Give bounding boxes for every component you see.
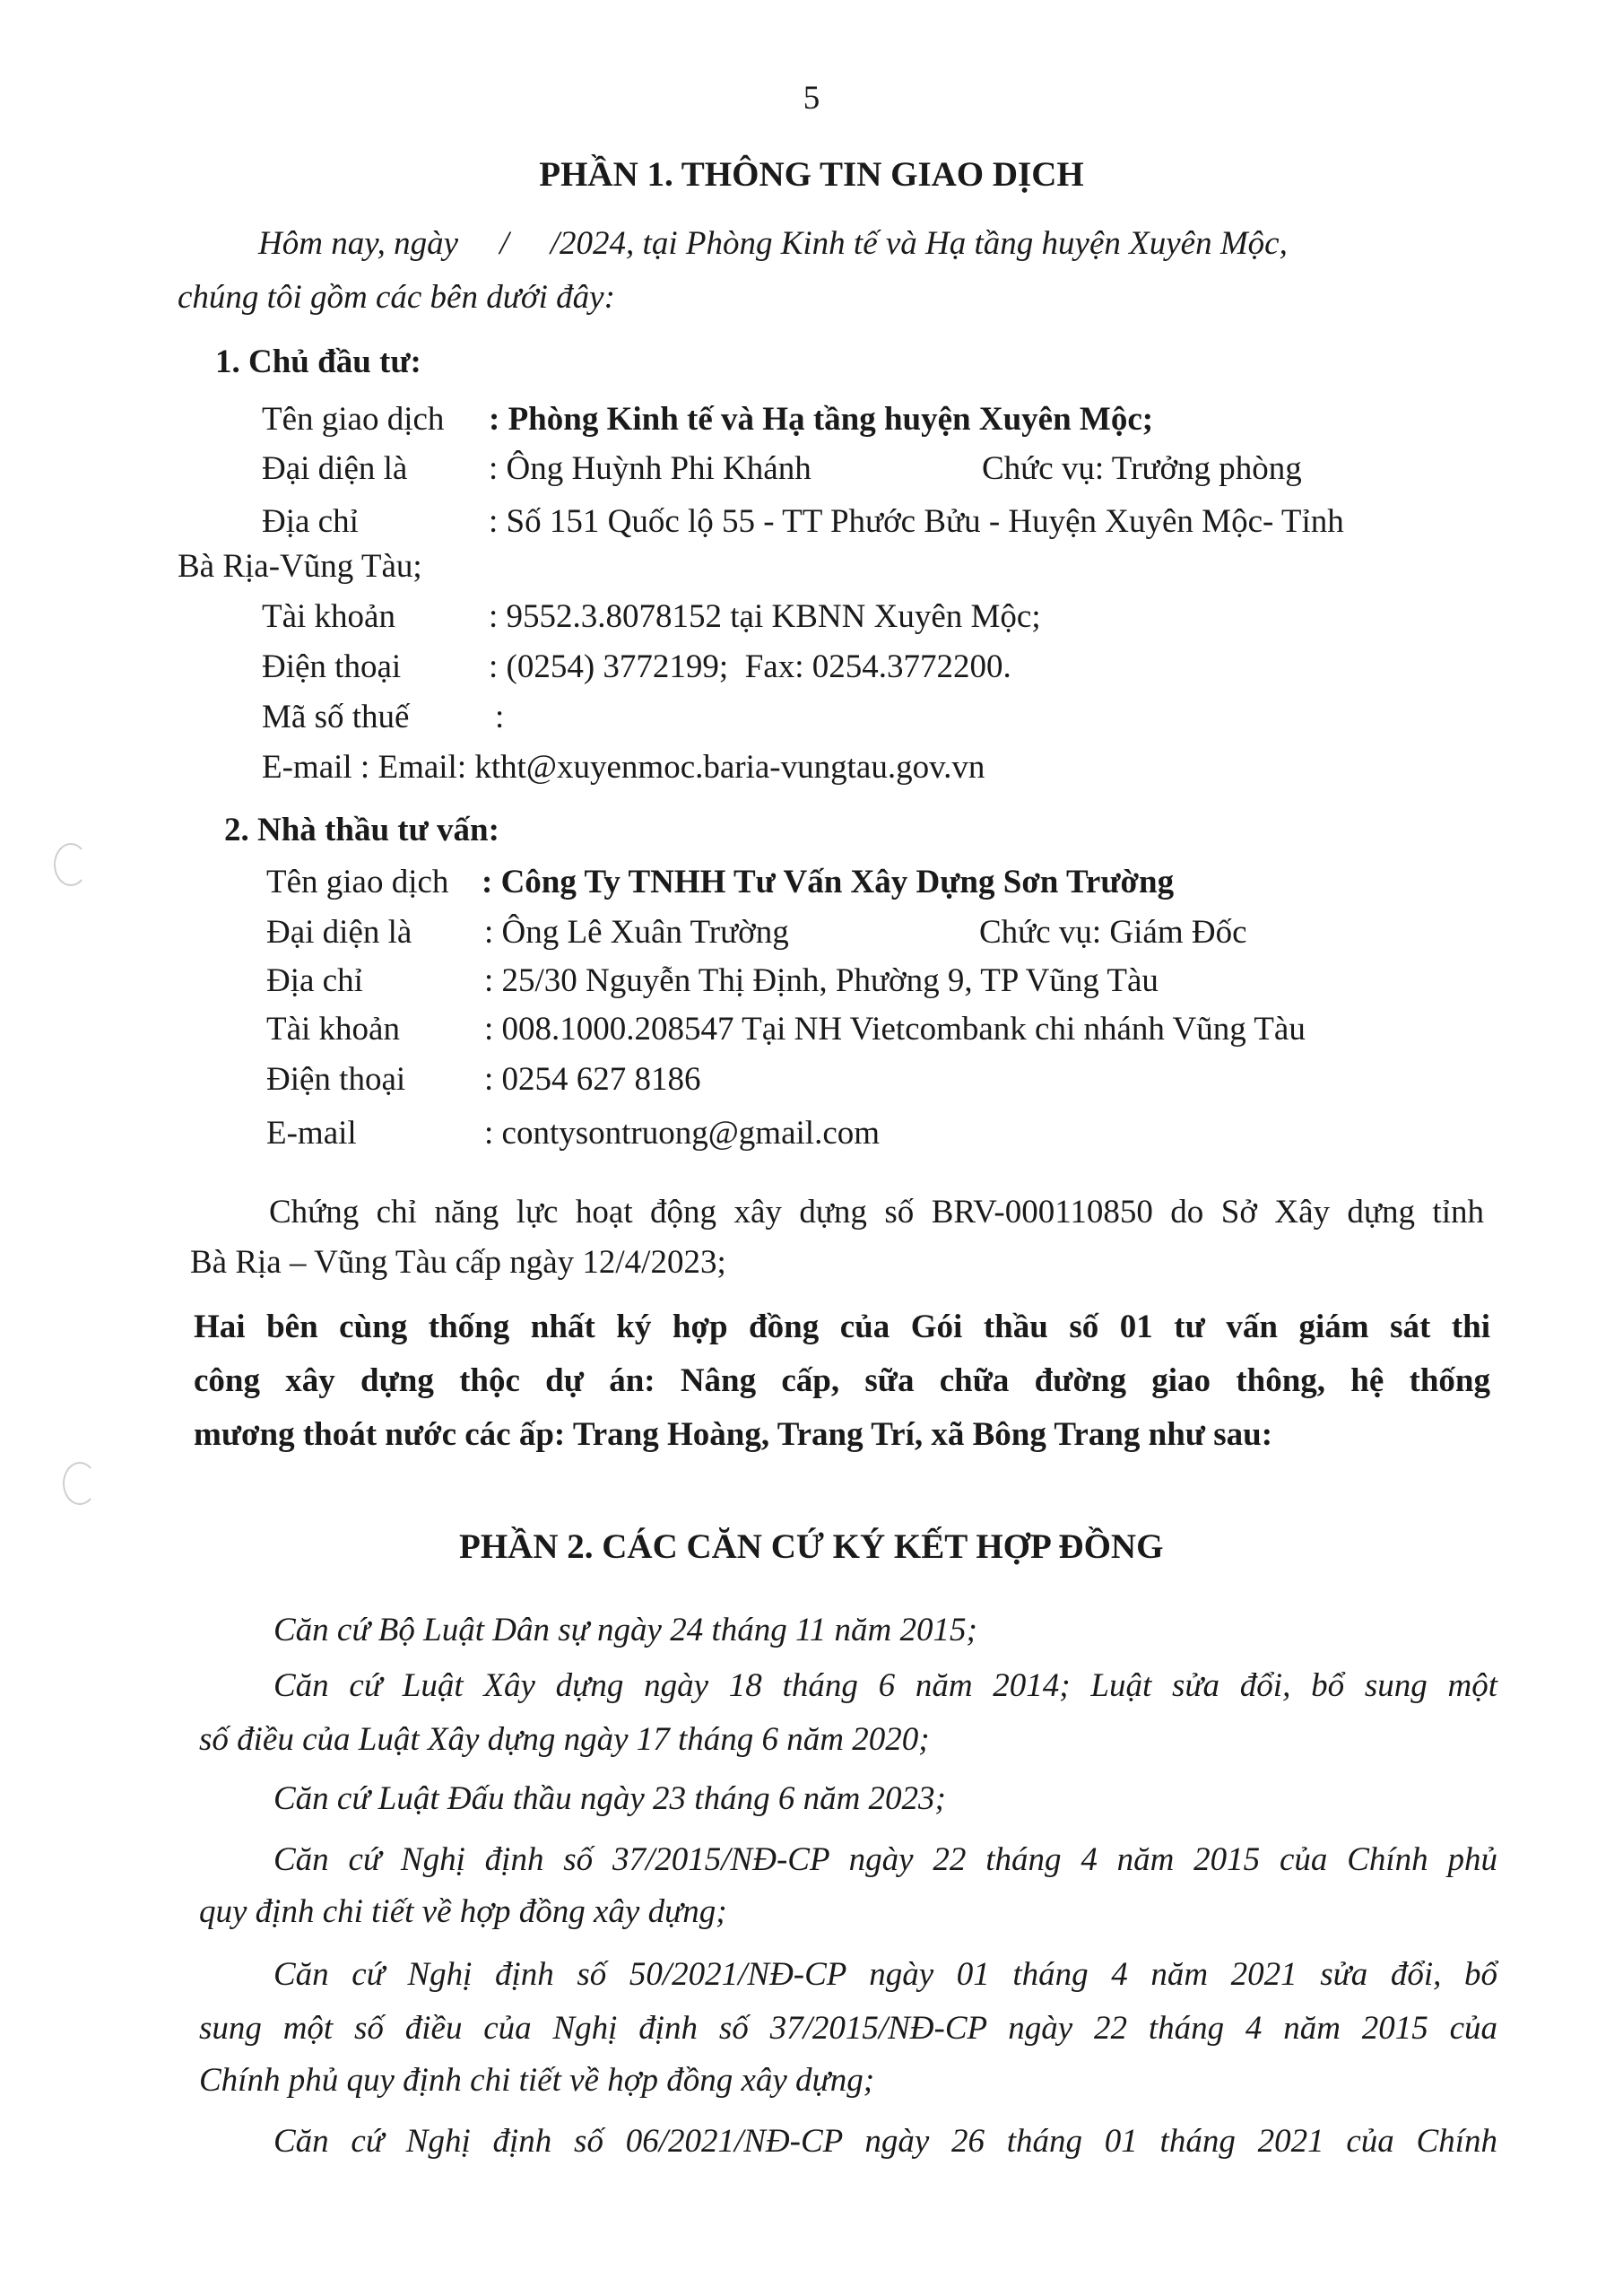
basis-4-line-1: Căn cứ Nghị định số 37/2015/NĐ-CP ngày 22 tháng 4 năm 2015 của Chính phủ [273, 1841, 1497, 1878]
scan-mark-2 [63, 1462, 97, 1505]
agreement-line-3: mương thoát nước các ấp: Trang Hoàng, Trang Trí, xã Bông Trang như sau: [194, 1416, 1273, 1453]
basis-5-line-3: Chính phủ quy định chi tiết về hợp đồng xây dựng; [199, 2062, 875, 2099]
party2-account-value: : 008.1000.208547 Tại NH Vietcombank chi nhánh Vũng Tàu [484, 1011, 1306, 1048]
party1-tax-value: : [495, 699, 505, 735]
certificate-line-1: Chứng chỉ năng lực hoạt động xây dựng số BRV-000110850 do Sở Xây dựng tỉnh [269, 1194, 1484, 1231]
party1-phone-label: Điện thoại [262, 648, 402, 685]
party2-name-label: Tên giao dịch [266, 864, 449, 900]
page-number: 5 [803, 80, 820, 117]
basis-4-line-2: quy định chi tiết về hợp đồng xây dựng; [199, 1893, 727, 1930]
party1-name-label: Tên giao dịch [262, 401, 445, 438]
party1-heading: 1. Chủ đầu tư: [215, 344, 421, 380]
party2-position: Chức vụ: Giám Đốc [979, 914, 1247, 951]
party2-email-label: E-mail [266, 1115, 357, 1152]
party2-email-value: : contysontruong@gmail.com [484, 1115, 881, 1152]
basis-5-line-1: Căn cứ Nghị định số 50/2021/NĐ-CP ngày 01 tháng 4 năm 2021 sửa đổi, bổ [273, 1956, 1497, 1993]
party1-address-line-1: : Số 151 Quốc lộ 55 - TT Phước Bửu - Huyện Xuyên Mộc- Tỉnh [489, 503, 1344, 540]
intro-line-2: chúng tôi gồm các bên dưới đây: [178, 279, 615, 316]
party1-tax-label: Mã số thuế [262, 699, 410, 735]
party2-heading: 2. Nhà thầu tư vấn: [224, 812, 499, 848]
party1-phone-value: : (0254) 3772199; Fax: 0254.3772200. [489, 648, 1011, 685]
part2-heading: PHẦN 2. CÁC CĂN CỨ KÝ KẾT HỢP ĐỒNG [459, 1527, 1164, 1566]
certificate-line-2: Bà Rịa – Vũng Tàu cấp ngày 12/4/2023; [190, 1244, 726, 1281]
party1-email-line: E-mail : Email: ktht@xuyenmoc.baria-vungtau.gov.vn [262, 749, 985, 786]
party1-address-line-2: Bà Rịa-Vũng Tàu; [178, 548, 422, 585]
party2-rep-label: Đại diện là [266, 914, 412, 951]
party1-position: Chức vụ: Trưởng phòng [982, 450, 1302, 487]
basis-2-line-1: Căn cứ Luật Xây dựng ngày 18 tháng 6 năm 2014; Luật sửa đổi, bổ sung một [273, 1667, 1497, 1704]
party2-address-value: : 25/30 Nguyễn Thị Định, Phường 9, TP Vũng Tàu [484, 962, 1159, 999]
basis-1: Căn cứ Bộ Luật Dân sự ngày 24 tháng 11 năm 2015; [273, 1612, 977, 1648]
basis-6-line-1: Căn cứ Nghị định số 06/2021/NĐ-CP ngày 26 tháng 01 tháng 2021 của Chính [273, 2123, 1497, 2160]
intro-line-1: Hôm nay, ngày / /2024, tại Phòng Kinh tế và Hạ tầng huyện Xuyên Mộc, [258, 225, 1288, 262]
agreement-line-2: công xây dựng thộc dự án: Nâng cấp, sữa chữa đường giao thông, hệ thống [194, 1362, 1490, 1399]
party2-account-label: Tài khoản [266, 1011, 400, 1048]
party2-address-label: Địa chỉ [266, 962, 363, 999]
agreement-line-1: Hai bên cùng thống nhất ký hợp đồng của Gói thầu số 01 tư vấn giám sát thi [194, 1309, 1490, 1345]
party1-address-label: Địa chỉ [262, 503, 359, 540]
party1-name-value: : Phòng Kinh tế và Hạ tầng huyện Xuyên Mộc; [489, 401, 1154, 438]
party1-rep-value: : Ông Huỳnh Phi Khánh [489, 450, 812, 487]
basis-5-line-2: sung một số điều của Nghị định số 37/2015/NĐ-CP ngày 22 tháng 4 năm 2015 của [199, 2010, 1497, 2047]
party2-phone-value: : 0254 627 8186 [484, 1061, 701, 1098]
party2-name-value: : Công Ty TNHH Tư Vấn Xây Dựng Sơn Trường [482, 864, 1175, 900]
basis-3: Căn cứ Luật Đấu thầu ngày 23 tháng 6 năm 2023; [273, 1780, 946, 1817]
part1-heading: PHẦN 1. THÔNG TIN GIAO DỊCH [539, 155, 1084, 194]
party1-account-value: : 9552.3.8078152 tại KBNN Xuyên Mộc; [489, 598, 1041, 635]
party2-rep-value: : Ông Lê Xuân Trường [484, 914, 789, 951]
party1-rep-label: Đại diện là [262, 450, 408, 487]
basis-2-line-2: số điều của Luật Xây dựng ngày 17 tháng 6 năm 2020; [199, 1721, 930, 1758]
party1-account-label: Tài khoản [262, 598, 395, 635]
party2-phone-label: Điện thoại [266, 1061, 406, 1098]
scan-mark-1 [54, 843, 88, 886]
